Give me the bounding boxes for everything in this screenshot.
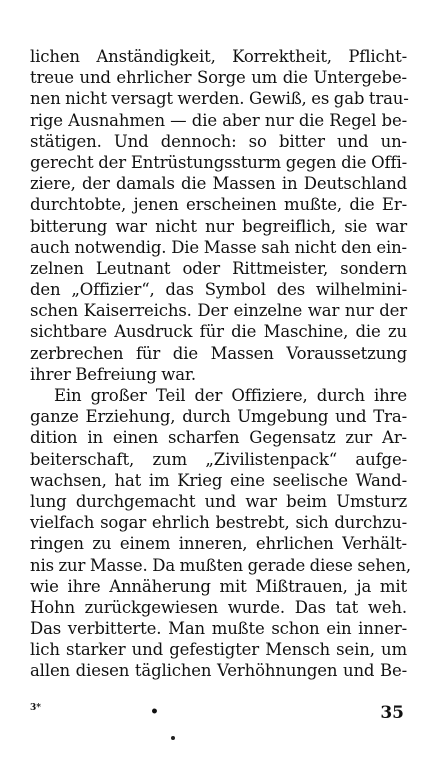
text-line: lich starker und gefestigter Mensch sein, um <box>30 640 407 660</box>
ink-speck <box>171 736 175 740</box>
text-line: wie ihre Annäherung mit Mißtrauen, ja mit <box>30 576 407 596</box>
text-line: Ein großer Teil der Offiziere, durch ihre <box>54 386 407 405</box>
page-number: 35 <box>380 703 404 723</box>
text-line: den „Offizier“, das Symbol des wilhelmini- <box>30 280 407 300</box>
text-line: schen Kaiserreichs. Der einzelne war nur der <box>30 301 407 321</box>
text-line: gerecht der Entrüstungssturm gegen die Offi- <box>30 152 407 172</box>
text-line: zelnen Leutnant oder Rittmeister, sondern <box>30 258 407 278</box>
text-line: allen diesen täglichen Verhöhnungen und Be- <box>30 661 407 681</box>
text-line: ringen zu einem inneren, ehrlichen Verhält- <box>30 534 407 554</box>
text-line: nen nicht versagt werden. Gewiß, es gab trau- <box>30 89 409 109</box>
text-line: vielfach sogar ehrlich bestrebt, sich durchzu- <box>30 513 407 533</box>
text-line: ganze Erziehung, durch Umgebung und Tra- <box>30 407 407 427</box>
text-line: ziere, der damals die Massen in Deutschland <box>30 174 407 194</box>
text-line: bitterung war nicht nur begreiflich, sie war <box>30 216 407 236</box>
text-line: auch notwendig. Die Masse sah nicht den ein- <box>30 237 407 257</box>
text-line: rige Ausnahmen — die aber nur die Regel be- <box>30 110 407 130</box>
text-line: wachsen, hat im Krieg eine seelische Wand- <box>30 470 407 490</box>
text-line: nis zur Masse. Da mußten gerade diese sehen, <box>30 555 411 575</box>
footer-dot: • <box>150 704 159 720</box>
text-line: treue und ehrlicher Sorge um die Untergebe- <box>30 68 407 88</box>
text-line: sichtbare Ausdruck für die Maschine, die zu <box>30 322 407 342</box>
text-line: lichen Anständigkeit, Korrektheit, Pflicht- <box>30 47 407 66</box>
text-line: dition in einen scharfen Gegensatz zur Ar- <box>30 428 407 448</box>
text-line: beiterschaft, zum „Zivilistenpack“ aufge- <box>30 449 407 469</box>
signature-mark: 3* <box>30 703 41 713</box>
body-text <box>30 46 411 682</box>
text-line: stätigen. Und dennoch: so bitter und un- <box>30 131 407 151</box>
text-line: Das verbitterte. Man mußte schon ein inner- <box>30 619 407 639</box>
text-line: ihrer Befreiung war. <box>30 364 196 384</box>
text-line: zerbrechen für die Massen Voraussetzung <box>30 343 407 363</box>
text-line: Hohn zurückgewiesen wurde. Das tat weh. <box>30 597 407 617</box>
text-line: lung durchgemacht und war beim Umsturz <box>30 491 407 511</box>
text-line: durchtobte, jenen erscheinen mußte, die Er- <box>30 195 407 215</box>
